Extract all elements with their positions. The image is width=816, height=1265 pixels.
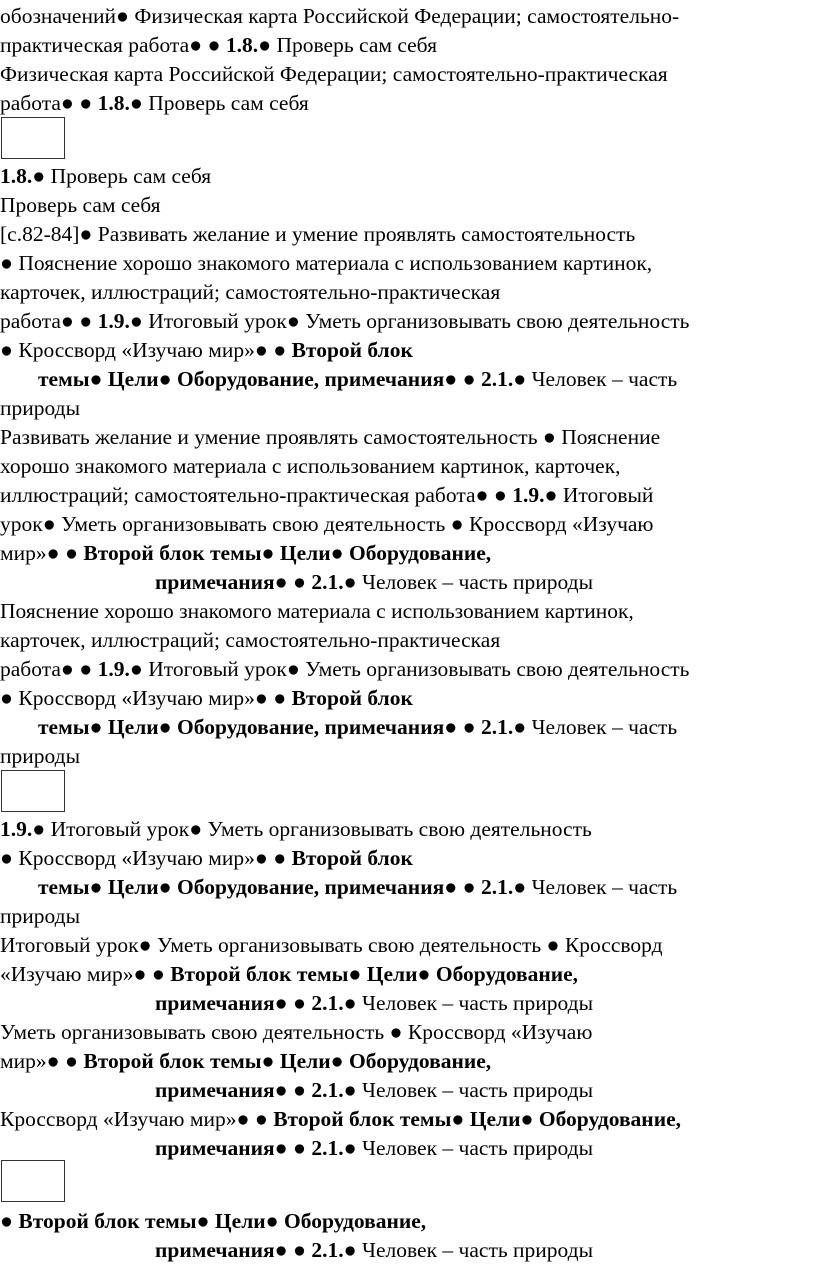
bold-text-segment: Цели <box>464 1107 521 1131</box>
bold-text-segment: 2.1. <box>311 1238 344 1262</box>
bold-text-segment: 2.1. <box>311 1078 344 1102</box>
text-segment: ● <box>513 875 527 899</box>
bold-text-segment: Второй блок темы <box>273 1107 452 1131</box>
text-segment: ● ● <box>46 541 84 565</box>
text-line <box>0 452 621 481</box>
text-segment: Развивать желание и умение проявлять самостоятельность ● Пояснение <box>0 425 661 449</box>
text-line <box>0 655 689 684</box>
text-segment: ● <box>189 817 203 841</box>
text-segment: ● <box>158 715 172 739</box>
empty-box <box>1 117 65 159</box>
text-segment: работа <box>0 91 61 115</box>
text-segment: Итоговый <box>557 483 654 507</box>
text-line <box>0 1207 426 1236</box>
text-line <box>155 568 593 597</box>
text-line <box>0 307 689 336</box>
text-segment: ● ● <box>274 1136 312 1160</box>
bold-text-segment: примечания <box>155 1078 275 1102</box>
text-segment: природы <box>0 744 81 768</box>
text-line <box>155 1134 593 1163</box>
empty-box <box>1 770 65 812</box>
text-segment: ● <box>196 1209 210 1233</box>
bold-text-segment: Оборудование, <box>533 1107 681 1131</box>
text-segment: ● ● <box>60 309 98 333</box>
text-segment: Уметь организовывать свою деятельность ● Кроссворд «Изучаю <box>0 1020 593 1044</box>
bold-text-segment: 1.8. <box>97 91 130 115</box>
text-segment: Уметь организовывать свою деятельность ● Кроссворд <box>151 933 663 957</box>
text-segment: ● <box>42 512 56 536</box>
text-line <box>0 89 309 118</box>
text-segment: Уметь организовывать свою деятельность <box>202 817 592 841</box>
bold-text-segment: примечания <box>155 570 275 594</box>
text-segment: Человек – часть природы <box>356 991 594 1015</box>
text-segment: ● <box>158 367 172 391</box>
text-segment: мир» <box>0 1049 47 1073</box>
bold-text-segment: темы <box>38 875 90 899</box>
text-segment: Проверь сам себя <box>45 164 212 188</box>
text-segment: ● <box>89 715 103 739</box>
text-segment: Физическая карта Российской Федерации; самостоятельно-практическая <box>0 62 668 86</box>
bold-text-segment: Второй блок <box>291 846 413 870</box>
text-segment: ● Кроссворд «Изучаю мир» <box>0 686 255 710</box>
text-line <box>0 815 592 844</box>
text-segment: Пояснение хорошо знакомого материала с использованием картинок, <box>0 599 634 623</box>
text-segment: Итоговый урок <box>142 309 287 333</box>
bold-text-segment: 1.9. <box>97 657 130 681</box>
bold-text-segment: Оборудование, <box>343 1049 492 1073</box>
text-line <box>0 278 500 307</box>
bold-text-segment: Цели <box>361 962 418 986</box>
text-line <box>0 539 491 568</box>
text-segment: ● <box>343 991 357 1015</box>
text-segment: ● ● <box>274 1238 312 1262</box>
text-segment: ● ● <box>254 338 292 362</box>
text-segment: ● <box>265 1209 279 1233</box>
text-line <box>0 423 660 452</box>
text-segment: ● Кроссворд «Изучаю мир» <box>0 338 255 362</box>
text-line <box>0 336 413 365</box>
text-segment: Человек – часть природы <box>356 1136 594 1160</box>
bold-text-segment: Второй блок <box>291 686 413 710</box>
text-segment: ● <box>286 309 300 333</box>
text-segment: Уметь организовывать свою деятельность <box>299 657 690 681</box>
text-segment: карточек, иллюстраций; самостоятельно-практическая <box>0 280 501 304</box>
text-line <box>0 162 211 191</box>
text-segment: Итоговый урок <box>45 817 190 841</box>
bold-text-segment: Второй блок темы <box>170 962 349 986</box>
text-segment: ● <box>343 1136 357 1160</box>
text-line <box>0 844 413 873</box>
bold-text-segment: 2.1. <box>311 570 344 594</box>
bold-text-segment: Цели <box>102 367 159 391</box>
text-segment: Итоговый урок <box>142 657 287 681</box>
text-segment: ● <box>129 91 143 115</box>
text-segment: ● ● <box>60 91 98 115</box>
text-segment: работа <box>0 657 61 681</box>
bold-text-segment: Оборудование, примечания <box>171 715 445 739</box>
text-segment: ● <box>343 1078 357 1102</box>
text-segment: иллюстраций; самостоятельно-практическая работа <box>0 483 476 507</box>
bold-text-segment: 1.9. <box>0 817 33 841</box>
text-line <box>0 1105 681 1134</box>
empty-box <box>1 1160 65 1202</box>
text-line <box>0 902 80 931</box>
text-segment: работа <box>0 309 61 333</box>
text-line <box>0 31 437 60</box>
bold-text-segment: Второй блок темы <box>83 541 262 565</box>
text-line <box>0 191 161 220</box>
text-segment: ● ● <box>274 991 312 1015</box>
text-segment: практическая работа <box>0 33 190 57</box>
bold-text-segment: Цели <box>274 541 331 565</box>
text-segment: ● ● <box>444 875 481 899</box>
text-segment: Человек – часть <box>526 875 678 899</box>
text-segment: Развивать желание и умение проявлять самостоятельность <box>92 222 636 246</box>
text-segment: ● <box>261 1049 275 1073</box>
text-line <box>0 481 653 510</box>
bold-text-segment: темы <box>38 367 90 391</box>
text-segment: ● Пояснение хорошо знакомого материала с использованием картинок, <box>0 251 653 275</box>
text-segment: ● <box>138 933 152 957</box>
text-segment: ● <box>343 570 357 594</box>
text-line <box>0 684 413 713</box>
bold-text-segment: 2.1. <box>311 991 344 1015</box>
text-segment: Человек – часть природы <box>356 570 594 594</box>
text-segment: ● ● <box>60 657 98 681</box>
text-segment: ● <box>286 657 300 681</box>
bold-text-segment: Цели <box>274 1049 331 1073</box>
text-segment: ● ● <box>46 1049 84 1073</box>
text-segment: ● <box>513 715 527 739</box>
bold-text-segment: 1.8. <box>0 164 33 188</box>
bold-text-segment: Оборудование, <box>278 1209 427 1233</box>
text-segment: ● <box>261 541 275 565</box>
text-segment: Человек – часть <box>526 715 678 739</box>
text-segment: Человек – часть <box>526 367 678 391</box>
bold-text-segment: Оборудование, примечания <box>171 875 445 899</box>
text-segment: [с.82-84] <box>0 222 80 246</box>
text-segment: ● ● <box>475 483 513 507</box>
bold-text-segment: 2.1. <box>311 1136 344 1160</box>
text-segment: ● <box>89 875 103 899</box>
bold-text-segment: примечания <box>155 1238 275 1262</box>
text-line <box>0 931 663 960</box>
text-segment: ● <box>158 875 172 899</box>
text-segment: ● ● <box>274 570 312 594</box>
text-segment: Проверь сам себя <box>0 193 161 217</box>
text-segment: ● ● <box>254 846 292 870</box>
text-line <box>0 394 80 423</box>
text-line <box>0 960 578 989</box>
text-segment: карточек, иллюстраций; самостоятельно-практическая <box>0 628 501 652</box>
text-segment: ● ● <box>444 367 481 391</box>
bold-text-segment: Оборудование, <box>430 962 579 986</box>
bold-text-segment: 1.8. <box>225 33 259 57</box>
text-segment: ● ● <box>189 33 226 57</box>
bold-text-segment: Второй блок темы <box>83 1049 262 1073</box>
text-segment: ● <box>129 657 143 681</box>
text-line <box>0 2 679 31</box>
text-line <box>38 713 677 742</box>
text-segment: ● <box>417 962 431 986</box>
bold-text-segment: 1.9. <box>512 483 545 507</box>
text-segment: ● ● <box>133 962 171 986</box>
text-segment: мир» <box>0 541 47 565</box>
bold-text-segment: темы <box>38 715 90 739</box>
text-segment: Человек – часть природы <box>356 1078 594 1102</box>
text-segment: ● <box>116 4 129 28</box>
text-segment: Проверь сам себя <box>271 33 437 57</box>
text-line <box>155 989 593 1018</box>
text-line <box>0 597 634 626</box>
text-segment: ● <box>544 483 558 507</box>
text-line <box>0 510 653 539</box>
bold-text-segment: примечания <box>155 1136 275 1160</box>
bold-text-segment: Оборудование, примечания <box>171 367 445 391</box>
bold-text-segment: Второй блок <box>291 338 413 362</box>
text-segment: Итоговый урок <box>0 933 139 957</box>
text-segment: Человек – часть природы <box>356 1238 594 1262</box>
text-segment: Уметь организовывать свою деятельность <box>299 309 690 333</box>
text-segment: Кроссворд «Изучаю мир» <box>0 1107 237 1131</box>
text-segment: ● <box>330 1049 344 1073</box>
bold-text-segment: 2.1. <box>480 875 514 899</box>
text-line <box>0 220 635 249</box>
text-segment: урок <box>0 512 43 536</box>
bold-text-segment: Цели <box>209 1209 266 1233</box>
bold-text-segment: 2.1. <box>480 367 514 391</box>
text-line <box>0 1047 491 1076</box>
text-segment: ● <box>258 33 272 57</box>
text-segment: ● <box>0 1209 19 1233</box>
bold-text-segment: примечания <box>155 991 275 1015</box>
text-segment: Проверь сам себя <box>142 91 309 115</box>
text-segment: ● ● <box>444 715 481 739</box>
text-segment: «Изучаю мир» <box>0 962 134 986</box>
text-segment: ● <box>89 367 103 391</box>
text-line <box>0 626 500 655</box>
text-line <box>0 60 668 89</box>
text-line <box>38 365 677 394</box>
text-segment: ● <box>129 309 143 333</box>
bold-text-segment: 1.9. <box>97 309 130 333</box>
text-line <box>0 1018 592 1047</box>
text-segment: природы <box>0 396 81 420</box>
text-segment: хорошо знакомого материала с использованием картинок, карточек, <box>0 454 621 478</box>
text-segment: Уметь организовывать свою деятельность ● Кроссворд «Изучаю <box>55 512 654 536</box>
text-line <box>38 873 677 902</box>
text-segment: ● <box>330 541 344 565</box>
text-segment: Физическая карта Российской Федерации; самостоятельно- <box>129 4 680 28</box>
bold-text-segment: Цели <box>102 715 159 739</box>
text-segment: ● <box>343 1238 357 1262</box>
text-segment: обозначений <box>0 4 116 28</box>
bold-text-segment: Оборудование, <box>343 541 492 565</box>
text-segment: ● <box>32 817 46 841</box>
text-line <box>0 249 652 278</box>
bold-text-segment: 2.1. <box>480 715 514 739</box>
text-segment: ● <box>348 962 362 986</box>
text-line <box>155 1076 593 1105</box>
bold-text-segment: Второй блок темы <box>18 1209 197 1233</box>
text-segment: ● ● <box>274 1078 312 1102</box>
text-segment: ● ● <box>236 1107 274 1131</box>
text-segment: ● Кроссворд «Изучаю мир» <box>0 846 255 870</box>
text-segment: ● <box>79 222 93 246</box>
bold-text-segment: Цели <box>102 875 159 899</box>
text-line <box>0 742 80 771</box>
text-segment: ● <box>32 164 46 188</box>
text-segment: ● <box>520 1107 534 1131</box>
text-segment: ● <box>513 367 527 391</box>
text-segment: ● <box>451 1107 465 1131</box>
text-segment: природы <box>0 904 81 928</box>
text-segment: ● ● <box>254 686 292 710</box>
